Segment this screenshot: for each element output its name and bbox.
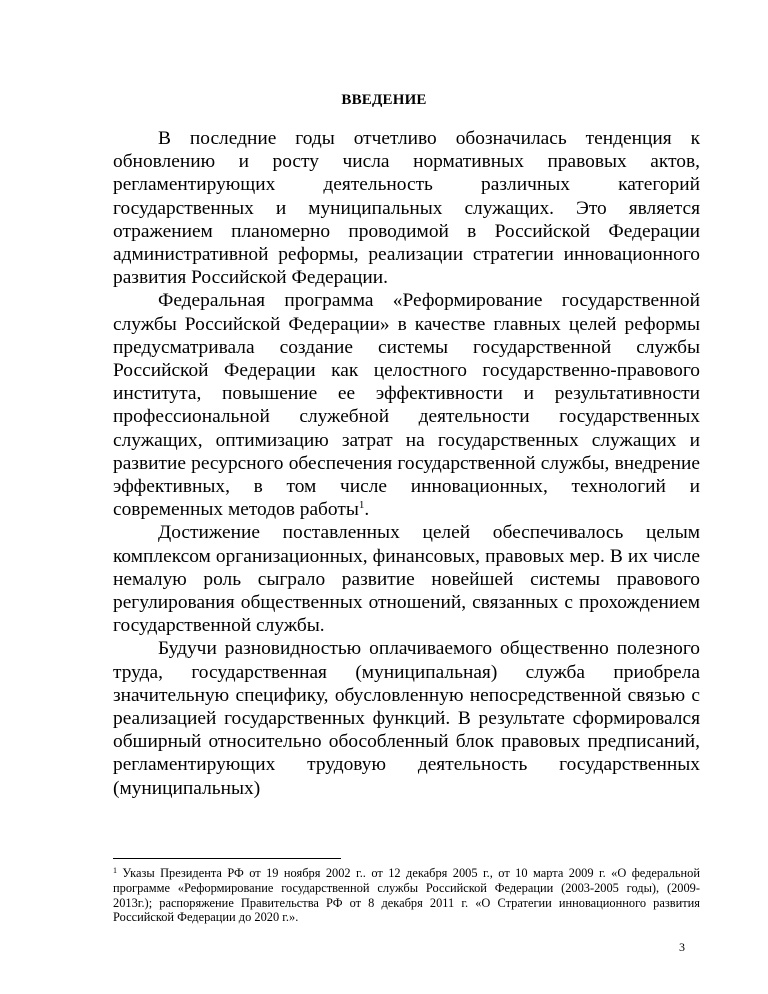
footnote-divider	[113, 858, 341, 859]
paragraph-2-text: Федеральная программа «Реформирование государственной службы Российской Федерации» в качестве главных целей реформы предусматривала создание системы государственной службы Российской Федерации как целостного государственно-правового института, повышение ее эффективности и результативности профессиональной служебной деятельности государственных служащих, оптимизацию затрат на государственных служащих и развитие ресурсного обеспечения государственной службы, внедрение эффективных, в том числе инновационных, технологий и современных методов работы	[113, 290, 700, 521]
paragraph-3: Достижение поставленных целей обеспечивалось целым комплексом организационных, финансовых, правовых мер. В их числе немалую роль сыграло развитие новейшей системы правового регулирования общественных отношений, связанных с прохождением государственной службы.	[113, 522, 700, 637]
paragraph-4: Будучи разновидностью оплачиваемого общественно полезного труда, государственная (муниципальная) служба приобрела значительную специфику, обусловленную непосредственной связью с реализацией государственных функций. В результате сформировался обширный относительно обособленный блок правовых предписаний, регламентирующих трудовую деятельность государственных (муниципальных)	[113, 638, 700, 799]
footnote-marker: 1	[113, 866, 117, 875]
footnote-reference[interactable]: 1	[358, 499, 365, 512]
paragraph-2	[113, 289, 700, 521]
paragraph-1: В последние годы отчетливо обозначилась тенденция к обновлению и росту числа нормативных правовых актов, регламентирующих деятельность различных категорий государственных и муниципальных служащих. Это является отражением планомерно проводимой в Российской Федерации административной реформы, реализации стратегии инновационного развития Российской Федерации.	[113, 128, 700, 289]
footnote	[113, 866, 700, 925]
body-text	[113, 127, 700, 800]
page-title: ВВЕДЕНИЕ	[341, 92, 427, 108]
paragraph-2-end: .	[364, 499, 370, 521]
footnote-text: Указы Президента РФ от 19 ноября 2002 г.. от 12 декабря 2005 г., от 10 марта 2009 г. «О федеральной программе «Реформирование государственной службы Российской Федерации (2003-2005 годы), (2009-2013г.); распоряжение Правительства РФ от 8 декабря 2011 г. «О Стратегии инновационного развития Российской Федерации до 2020 г.».	[113, 866, 700, 925]
page-number: 3	[679, 940, 685, 954]
